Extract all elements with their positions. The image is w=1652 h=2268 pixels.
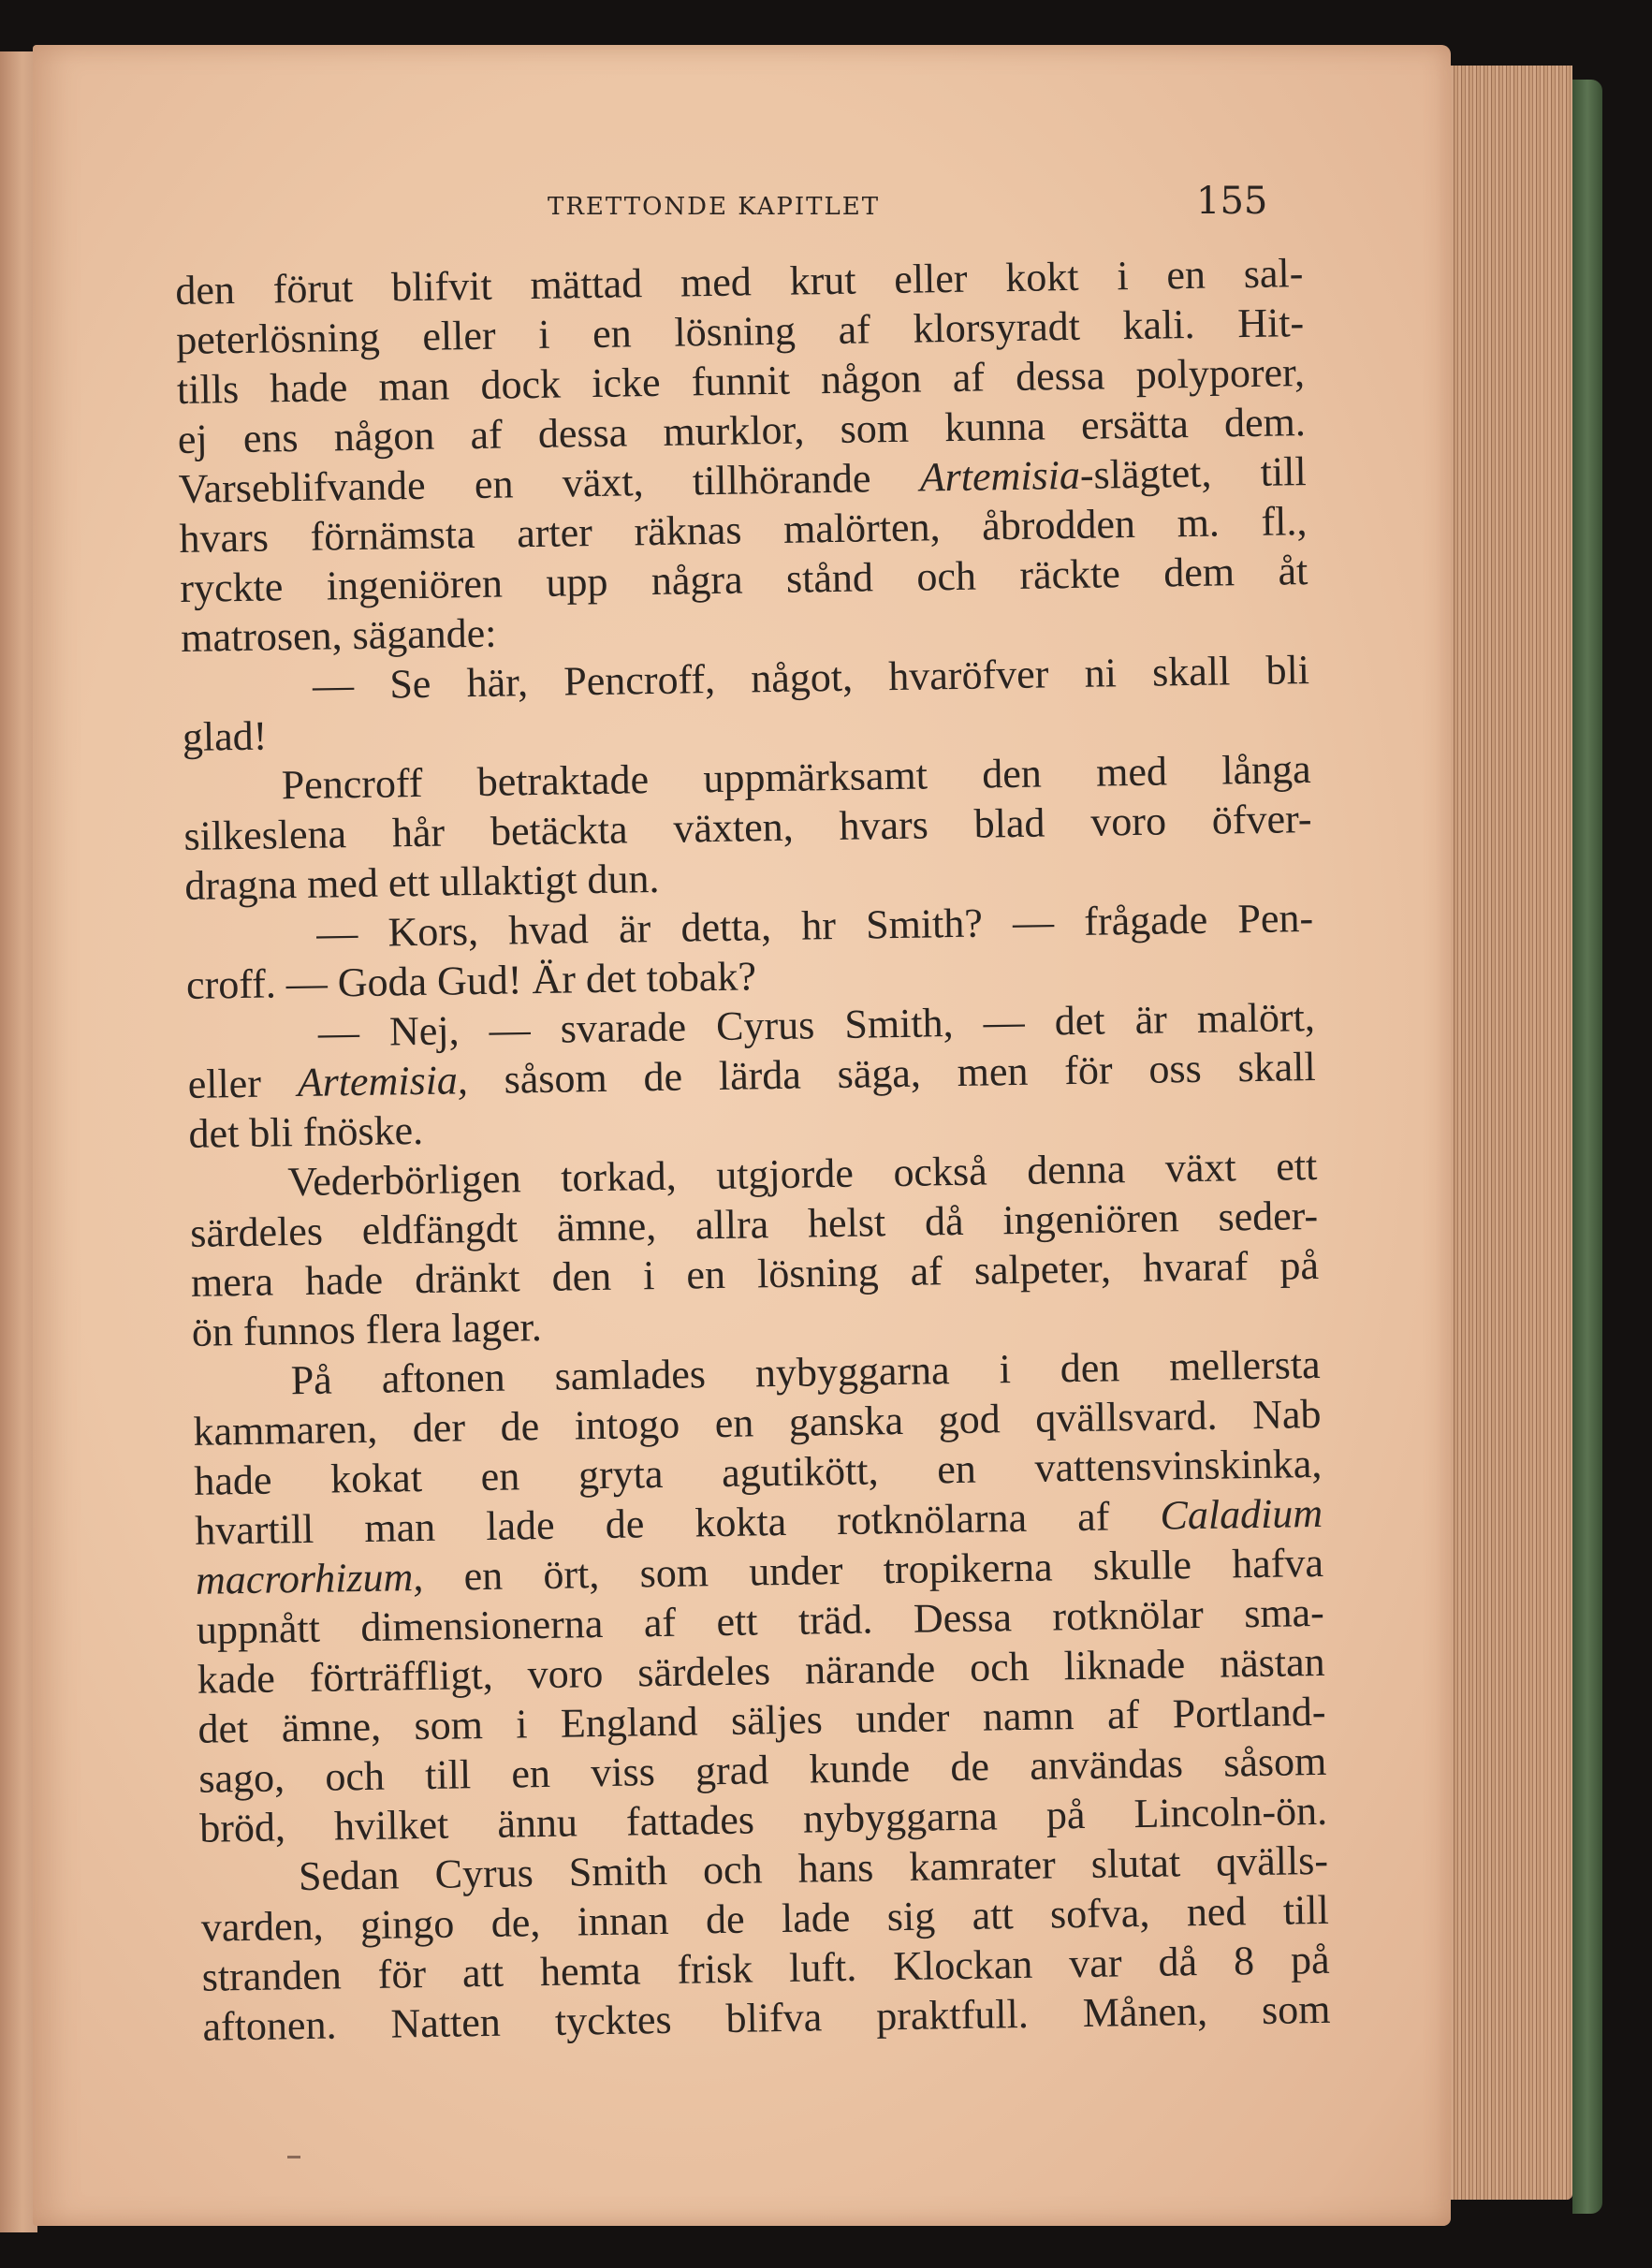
text-line: Vederbörligen torkad, utgjorde också denna växt ett xyxy=(287,1142,1318,1206)
text-line: matrosen, sägande: xyxy=(180,609,497,661)
text-line: mera hade dränkt den i en lösning af salpeter, hvaraf på xyxy=(190,1241,1320,1306)
text-line: dragna med ett ullaktigt dun. xyxy=(184,855,660,909)
text-run: eller xyxy=(187,1060,299,1107)
text-line: uppnått dimensionerna af ett träd. Dessa rotknölar sma- xyxy=(196,1588,1325,1653)
italic-term: Artemisia, xyxy=(297,1057,469,1106)
text-line: — Se här, Pencroff, något, hvaröfver ni skall bli xyxy=(312,647,1310,709)
text-line: sago, och till en viss grad kunde de användas såsom xyxy=(198,1737,1327,1802)
text-run: en ört, som under tropikerna skulle hafva xyxy=(422,1539,1324,1601)
text-line: Pencroff betraktade uppmärksamt den med långa xyxy=(281,746,1311,809)
text-line: ön funnos flera lager. xyxy=(191,1303,543,1355)
running-head xyxy=(33,146,1451,223)
italic-term: Artemisia xyxy=(919,451,1081,501)
text-run: hvartill man lade de kokta rotknölarna af xyxy=(194,1492,1161,1554)
chapter-title: TRETTONDE KAPITLET xyxy=(548,193,881,221)
body-text xyxy=(175,248,1331,2052)
text-line: hvars förnämsta arter räknas malörten, åbrodden m. fl., xyxy=(179,498,1308,562)
book-binding xyxy=(1572,80,1602,2214)
text-line: det bli fnöske. xyxy=(188,1106,424,1157)
text-line: den förut blifvit mättad med krut eller kokt i en sal- xyxy=(175,250,1304,314)
text-line: tills hade man dock icke funnit någon af dessa polyporer, xyxy=(176,349,1306,413)
text-line: hade kokat en gryta agutikött, en vattensvinskinka, xyxy=(194,1440,1323,1504)
text-line: peterlösning eller i en lösning af klorsyradt kali. Hit- xyxy=(175,300,1305,363)
page-number: 155 xyxy=(1196,180,1268,223)
page-block-edges xyxy=(1432,66,1572,2200)
text-line: ryckte ingeniören upp några stånd och räckte dem åt xyxy=(180,548,1308,611)
text-line: aftonen. Natten tycktes blifva praktfull. Månen, som xyxy=(202,1985,1331,2050)
text-line: varden, gingo de, innan de lade sig att sofva, ned till xyxy=(200,1886,1330,1951)
text-run: -slägtet, till xyxy=(1079,448,1307,498)
text-line: stranden för att hemta frisk luft. Klockan var då 8 på xyxy=(201,1936,1330,2000)
ink-speck xyxy=(287,2156,300,2158)
italic-term: macrorhizum, xyxy=(195,1554,424,1603)
text-run: såsom de lärda säga, men för oss skall xyxy=(467,1043,1316,1104)
text-line: croff. — Goda Gud! Är det tobak? xyxy=(185,953,757,1008)
text-line: särdeles eldfängdt ämne, allra helst då ingeniören seder- xyxy=(189,1192,1319,1256)
previous-page-edge xyxy=(0,51,37,2232)
text-line: Sedan Cyrus Smith och hans kamrater slutat qvälls- xyxy=(298,1836,1329,1900)
text-line: ej ens någon af dessa murklor, som kunna ersätta dem. xyxy=(177,399,1307,462)
text-line: kammaren, der de intogo en ganska god qvällsvard. Nab xyxy=(193,1390,1322,1455)
text-line: — Nej, — svarade Cyrus Smith, — det är malört, xyxy=(317,993,1316,1056)
text-run: Varseblifvande en växt, tillhörande xyxy=(178,454,921,512)
text-line: — Kors, hvad är detta, hr Smith? — frågade Pen- xyxy=(315,894,1314,957)
text-line: bröd, hvilket ännu fattades nybyggarna på Lincoln-ön. xyxy=(198,1787,1328,1851)
text-line: glad! xyxy=(182,712,268,760)
text-line: På aftonen samlades nybyggarna i den mellersta xyxy=(290,1340,1321,1404)
text-line: det ämne, som i England säljes under namn af Portland- xyxy=(197,1688,1326,1752)
text-line: kade förträffligt, voro särdeles närande och liknade nästan xyxy=(197,1638,1325,1703)
text-line: silkeslena hår betäckta växten, hvars blad voro öfver- xyxy=(183,796,1312,859)
italic-term: Caladium xyxy=(1160,1489,1323,1539)
book-page xyxy=(33,45,1451,2226)
